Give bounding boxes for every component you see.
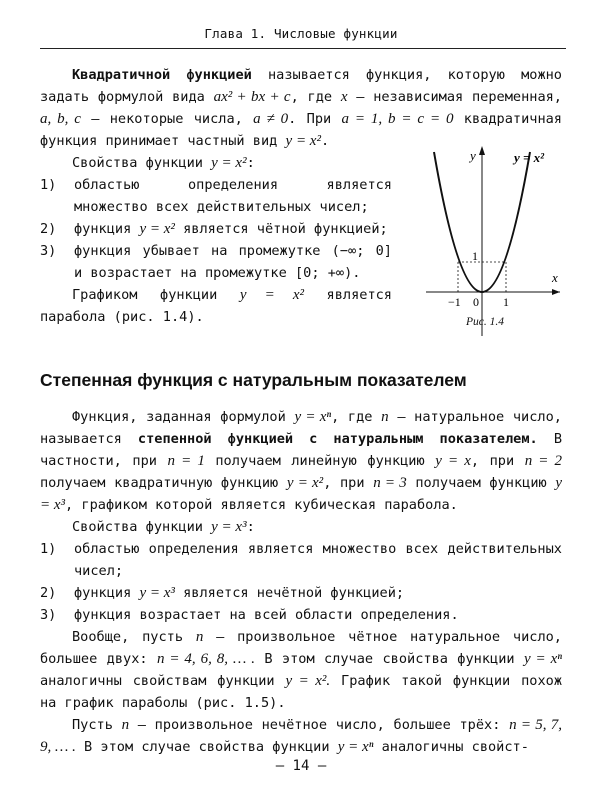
x-axis-arrow <box>552 289 560 295</box>
formula: n = 1 <box>167 453 205 469</box>
formula: n = 3 <box>373 475 407 491</box>
item-number: 2) <box>40 585 57 601</box>
figure-caption: Рис. 1.4 <box>466 316 505 328</box>
text: — произвольное нечётное число, большее трёх: <box>129 717 510 733</box>
text: В этом случае свойства функции <box>254 651 524 667</box>
text: — натуральное число, называется <box>40 409 562 447</box>
property-item <box>40 218 392 240</box>
formula: y = x² <box>139 221 175 237</box>
x-axis-label: x <box>552 270 558 285</box>
tick-label-minus1: −1 <box>448 295 461 309</box>
text: . <box>320 133 330 149</box>
formula: a ≠ 0 <box>253 111 289 127</box>
formula: n = 4, 6, 8, … . <box>156 651 255 667</box>
text: является нечётной функцией; <box>174 585 405 601</box>
text: является парабола (рис. 1.4). <box>40 287 392 325</box>
formula: y = xⁿ <box>337 739 374 755</box>
property-item <box>40 174 392 218</box>
text: : <box>246 155 255 171</box>
text: получаем линейную функцию <box>204 453 436 469</box>
property-item <box>40 582 562 604</box>
item-number: 1) <box>40 177 57 193</box>
formula: n = 5, 7, 9, … . <box>40 717 562 755</box>
formula: a, b, c <box>40 111 81 127</box>
running-head: Глава 1. Числовые функции <box>204 26 398 41</box>
text: функция <box>74 585 140 601</box>
item-number: 3) <box>40 243 57 259</box>
term-quadratic-function: Квадратичной функцией <box>72 67 252 83</box>
item-text: функция возрастает на всей области определения. <box>74 607 459 623</box>
text: Свойства функции <box>72 155 212 171</box>
item-text: областью определения является множество всех действительных чисел; <box>74 541 562 579</box>
curve-label: y = x² <box>514 150 545 165</box>
text: функция <box>74 221 140 237</box>
header-rule <box>40 48 566 49</box>
formula: a = 1, b = c = 0 <box>341 111 454 127</box>
text: получаем функцию <box>406 475 556 491</box>
formula: y = x³ <box>40 475 563 513</box>
text: В этом случае свойства функции <box>75 739 338 755</box>
text: , где <box>290 89 341 105</box>
text: В частности, при <box>40 431 563 469</box>
text: — произвольное чётное натуральное число, большее двух: <box>40 629 562 667</box>
formula: n <box>381 409 389 425</box>
formula: y = xⁿ <box>294 409 332 425</box>
quadratic-properties <box>40 152 392 328</box>
text: , где <box>331 409 382 425</box>
text: — независимая переменная, <box>347 89 562 105</box>
term-power-function: степенной функцией с натуральным показателем. <box>137 431 538 447</box>
item-number: 1) <box>40 541 57 557</box>
formula: y = xⁿ <box>523 651 562 667</box>
quadratic-definition <box>40 64 562 152</box>
formula: n = 2 <box>524 453 563 469</box>
text: Свойства функции <box>72 519 212 535</box>
formula: n <box>121 717 130 733</box>
text: : <box>246 519 255 535</box>
formula: ax² + bx + c <box>213 89 291 105</box>
parabola-figure <box>418 140 568 340</box>
text: аналогичны свойст- <box>373 739 529 755</box>
property-item <box>40 538 562 582</box>
text: получаем квадратичную функцию <box>40 475 287 491</box>
text: — некоторые числа, <box>80 111 254 127</box>
formula: y = x² <box>211 155 247 171</box>
section-body <box>40 406 562 758</box>
text: Графиком функции <box>72 287 240 303</box>
item-text <box>74 218 392 240</box>
section-heading: Степенная функция с натуральным показателем <box>40 370 467 390</box>
text: аналогичны свойствам функции <box>40 673 286 689</box>
text: Функция, заданная формулой <box>72 409 295 425</box>
text: , графиком которой является кубическая парабола. <box>65 497 458 513</box>
formula: n <box>195 629 204 645</box>
formula: y = x² <box>285 133 321 149</box>
text: . При <box>288 111 342 127</box>
page-number: — 14 — <box>275 758 327 774</box>
tick-label-y1: 1 <box>472 249 478 263</box>
text: График такой функции похож на график параболы (рис. 1.5). <box>40 673 563 711</box>
formula: y = x² <box>286 475 324 491</box>
item-number: 2) <box>40 221 57 237</box>
property-item <box>40 604 562 626</box>
text: Вообще, пусть <box>72 629 196 645</box>
item-text: функция убывает на промежутке (−∞; 0] и возрастает на промежутке [0; +∞). <box>74 243 392 281</box>
formula: y = x <box>435 453 471 469</box>
item-text: областью определения является множество всех действительных чисел; <box>74 177 392 215</box>
formula: y = x³ <box>211 519 247 535</box>
item-text <box>74 582 562 604</box>
formula: x <box>340 89 348 105</box>
text: Пусть <box>72 717 122 733</box>
text: называется функция, которую можно задать формулой вида <box>40 67 562 105</box>
property-item <box>40 240 392 284</box>
text: является чётной функцией; <box>174 221 388 237</box>
tick-label-origin: 0 <box>473 295 479 309</box>
formula: y = x³ <box>139 585 175 601</box>
item-number: 3) <box>40 607 57 623</box>
text: квадратичная функция принимает частный вид <box>40 111 562 149</box>
text: , при <box>470 453 525 469</box>
y-axis-label: y <box>470 148 476 163</box>
text: , при <box>323 475 374 491</box>
y-axis-arrow <box>479 146 485 155</box>
formula: y = x² <box>239 287 304 303</box>
tick-label-1: 1 <box>503 295 509 309</box>
formula: y = x². <box>285 673 331 689</box>
